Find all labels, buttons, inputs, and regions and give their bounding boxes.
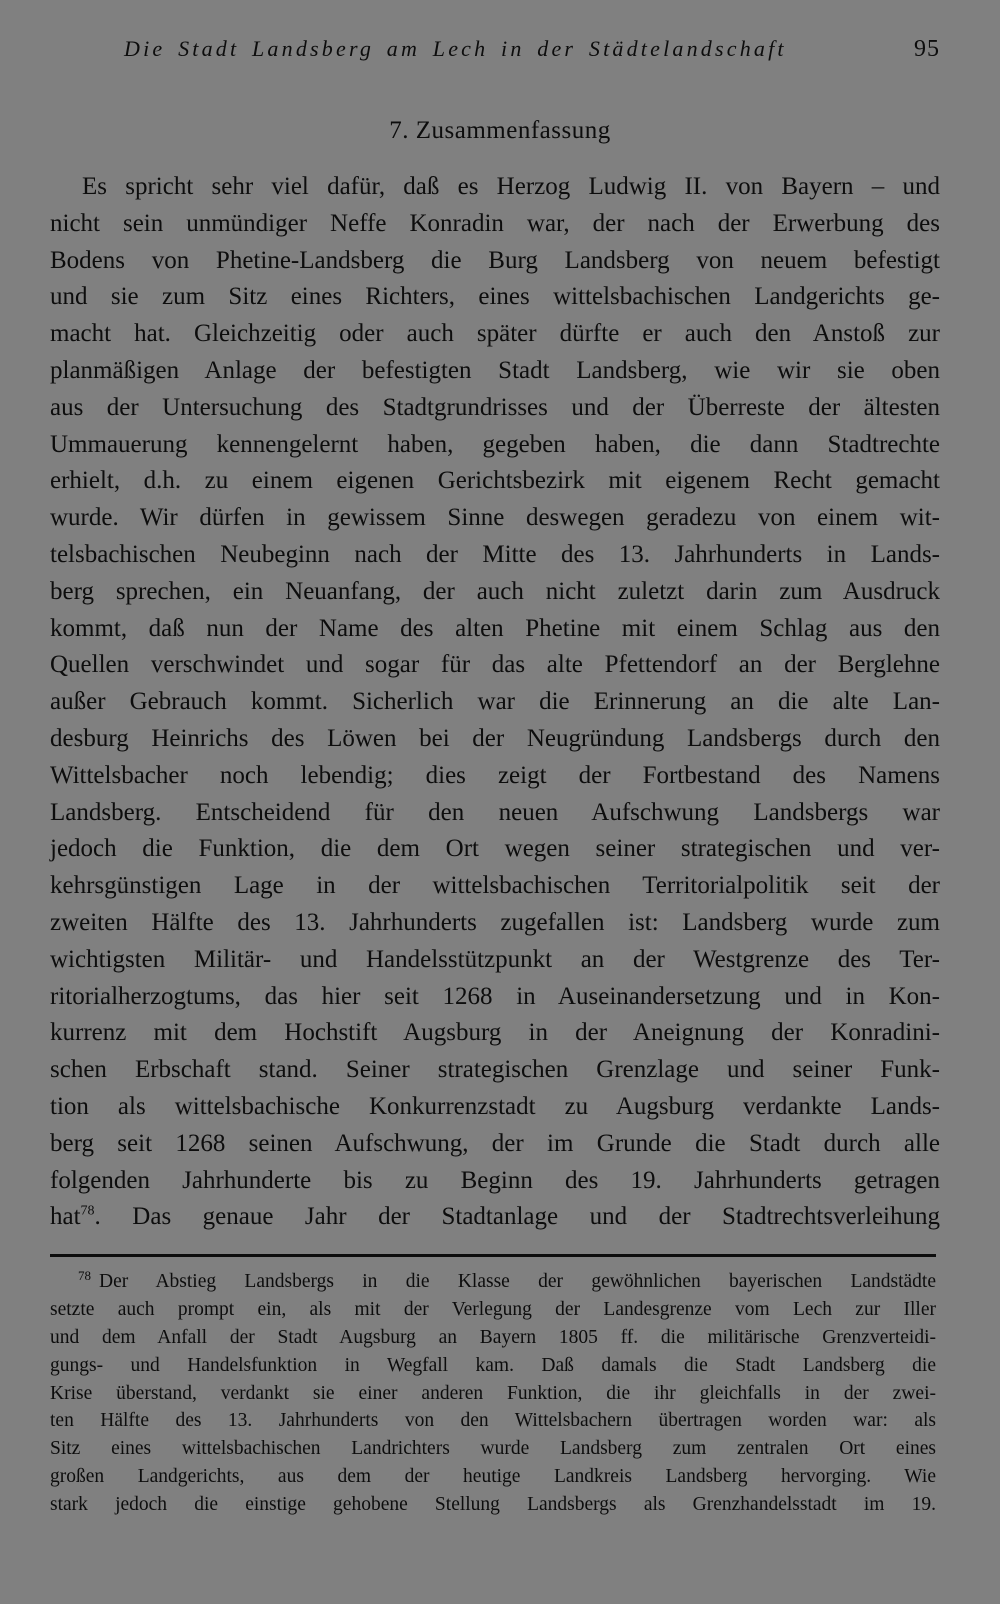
body-line: kurrenz mit dem Hochstift Augsburg in der Aneignung der Konradini- (50, 1019, 940, 1047)
body-line: wurde. Wir dürfen in gewissem Sinne deswegen geradezu von einem wit- (50, 504, 940, 532)
footnote-line: stark jedoch die einstige gehobene Stellung Landsbergs als Grenzhandelsstadt im 19. (50, 1494, 936, 1516)
body-line: folgenden Jahrhunderte bis zu Beginn des 19. Jahrhunderts getragen (50, 1166, 940, 1194)
body-line: schen Erbschaft stand. Seiner strategischen Grenzlage und seiner Funk- (50, 1056, 940, 1084)
body-line: jedoch die Funktion, die dem Ort wegen seiner strategischen und ver- (50, 835, 940, 863)
footnote-divider (50, 1254, 936, 1257)
body-line: Bodens von Phetine-Landsberg die Burg Landsberg von neuem befestigt (50, 246, 940, 274)
body-line: erhielt, d.h. zu einem eigenen Gerichtsbezirk mit eigenem Recht gemacht (50, 467, 940, 495)
body-line: und sie zum Sitz eines Richters, eines wittelsbachischen Landgerichts ge- (50, 283, 940, 311)
footnote-line-text: Der Abstieg Landsbergs in die Klasse der gewöhnlichen bayerischen Landstädte (99, 1271, 936, 1292)
footnote-line: gungs- und Handelsfunktion in Wegfall kam. Daß damals die Stadt Landsberg die (50, 1354, 936, 1376)
body-line: Landsberg. Entscheidend für den neuen Aufschwung Landsbergs war (50, 798, 940, 826)
body-line: planmäßigen Anlage der befestigten Stadt Landsberg, wie wir sie oben (50, 356, 940, 384)
footnote-78 (50, 1268, 936, 1519)
running-head: Die Stadt Landsberg am Lech in der Städtelandschaft (124, 36, 787, 61)
body-line: kommt, daß nun der Name des alten Phetine mit einem Schlag aus den (50, 614, 940, 642)
body-line: telsbachischen Neubeginn nach der Mitte des 13. Jahrhunderts in Lands- (50, 540, 940, 568)
body-line: macht hat. Gleichzeitig oder auch später dürfte er auch den Anstoß zur (50, 320, 940, 348)
body-line: Wittelsbacher noch lebendig; dies zeigt der Fortbestand des Namens (50, 761, 940, 789)
body-line: desburg Heinrichs des Löwen bei der Neugründung Landsbergs durch den (50, 724, 940, 752)
body-text (50, 169, 940, 1236)
body-line: wichtigsten Militär- und Handelsstützpunkt an der Westgrenze des Ter- (50, 945, 940, 973)
body-line-last-start: hat (50, 1203, 81, 1231)
body-line: ritorialherzogtums, das hier seit 1268 in Auseinandersetzung und in Kon- (50, 982, 940, 1010)
body-line: tion als wittelsbachische Konkurrenzstadt zu Augsburg verdankte Lands- (50, 1092, 940, 1120)
page-number: 95 (914, 36, 940, 62)
body-line-last-end: . Das genaue Jahr der Stadtanlage und der Stadtrechtsverleihung (94, 1203, 940, 1231)
footnote-line: und dem Anfall der Stadt Augsburg an Bayern 1805 ff. die militärische Grenzverteidi- (50, 1326, 936, 1348)
footnote-reference[interactable]: 78 (80, 1203, 95, 1219)
body-line: kehrsgünstigen Lage in der wittelsbachischen Territorialpolitik seit der (50, 872, 940, 900)
footnote-line: Krise überstand, verdankt sie einer anderen Funktion, die ihr gleichfalls in der zwei- (50, 1382, 936, 1404)
body-line: Ummauerung kennengelernt haben, gegeben haben, die dann Stadtrechte (50, 430, 940, 458)
body-line: außer Gebrauch kommt. Sicherlich war die Erinnerung an die alte Lan- (50, 688, 940, 716)
body-line: nicht sein unmündiger Neffe Konradin war, der nach der Erwerbung des (50, 209, 940, 237)
body-line: zweiten Hälfte des 13. Jahrhunderts zugefallen ist: Landsberg wurde zum (50, 908, 940, 936)
body-line: Quellen verschwindet und sogar für das alte Pfettendorf an der Berglehne (50, 651, 940, 679)
footnote-line: setzte auch prompt ein, als mit der Verlegung der Landesgrenze vom Lech zur Iller (50, 1298, 936, 1320)
footnote-line: ten Hälfte des 13. Jahrhunderts von den Wittelsbachern übertragen worden war: als (50, 1410, 936, 1432)
footnote-line (50, 1268, 936, 1296)
footnote-line: großen Landgerichts, aus dem der heutige Landkreis Landsberg hervorging. Wie (50, 1466, 936, 1488)
body-line: aus der Untersuchung des Stadtgrundrisses und der Überreste der ältesten (50, 393, 940, 421)
body-line-last (50, 1199, 940, 1236)
body-line: berg sprechen, ein Neuanfang, der auch nicht zuletzt darin zum Ausdruck (50, 577, 940, 605)
footnote-number: 78 (78, 1267, 91, 1283)
body-line: berg seit 1268 seinen Aufschwung, der im Grunde die Stadt durch alle (50, 1129, 940, 1157)
body-line: Es spricht sehr viel dafür, daß es Herzog Ludwig II. von Bayern – und (82, 173, 940, 200)
footnote-line: Sitz eines wittelsbachischen Landrichters wurde Landsberg zum zentralen Ort eines (50, 1438, 936, 1460)
section-title: 7. Zusammenfassung (389, 117, 611, 144)
